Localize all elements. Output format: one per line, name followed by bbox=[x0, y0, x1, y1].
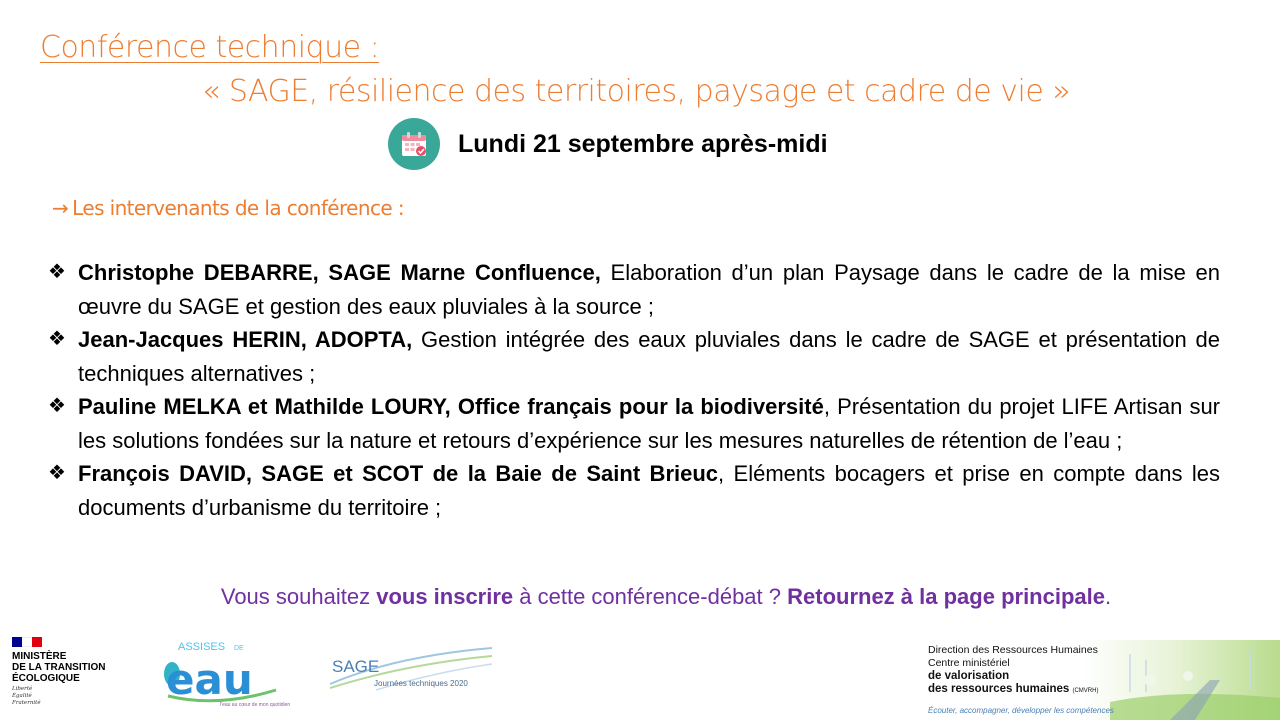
speaker-name: François DAVID, SAGE et SCOT de la Baie de Saint Brieuc bbox=[78, 461, 719, 486]
speaker-item bbox=[48, 323, 1220, 390]
sage-logo-subtitle: Journées techniques 2020 bbox=[374, 679, 468, 688]
assises-eau-logo bbox=[158, 636, 308, 712]
registration-text-before: Vous souhaitez bbox=[220, 584, 377, 609]
diamond-bullet-icon: ❖ bbox=[48, 328, 66, 350]
calendar-icon bbox=[388, 118, 440, 170]
sage-journees-logo bbox=[326, 646, 496, 696]
sage-logo-title: SAGE bbox=[332, 657, 380, 676]
drh-tagline: Écouter, accompagner, développer les compétences bbox=[928, 706, 1114, 715]
drh-cmvrh-logo bbox=[920, 640, 1280, 720]
diamond-bullet-icon: ❖ bbox=[48, 462, 66, 484]
speaker-topic: , Eléments bocagers et prise en compte dans les documents d’urbanisme du territoire ; bbox=[78, 461, 1220, 520]
speaker-topic: , Présentation du projet LIFE Artisan sur les solutions fondées sur la nature et retours d’expérience sur les mesures naturelles de rétention de l’eau ; bbox=[78, 394, 1221, 453]
speaker-item bbox=[48, 256, 1220, 323]
speaker-name: Christophe DEBARRE, SAGE Marne Confluence, bbox=[78, 260, 601, 285]
assises-tagline: l'eau au cœur de mon quotidien bbox=[220, 702, 291, 708]
speaker-topic: Gestion intégrée des eaux pluviales dans le cadre de SAGE et présentation de techniques alternatives ; bbox=[78, 327, 1220, 386]
speaker-topic: Elaboration d’un plan Paysage dans le cadre de la mise en œuvre du SAGE et gestion des eaux pluviales à la source ; bbox=[78, 260, 1220, 319]
assises-main-text: eau bbox=[166, 655, 253, 704]
assises-top-text: ASSISES bbox=[178, 641, 226, 653]
date-row bbox=[388, 118, 828, 170]
diamond-bullet-icon: ❖ bbox=[48, 395, 66, 417]
drh-line2: Centre ministériel bbox=[928, 657, 1010, 669]
assises-de-text: DE bbox=[234, 645, 244, 652]
speaker-item bbox=[48, 457, 1220, 524]
register-link[interactable]: vous inscrire bbox=[376, 584, 514, 609]
drh-line4: des ressources humaines bbox=[928, 683, 1070, 695]
conference-title: Conférence technique : bbox=[40, 30, 380, 65]
french-flag-icon bbox=[12, 637, 42, 647]
drh-line1: Direction des Ressources Humaines bbox=[928, 644, 1098, 656]
main-page-link[interactable]: Retournez à la page principale bbox=[787, 584, 1105, 609]
drh-text-block bbox=[928, 644, 1098, 698]
registration-line bbox=[0, 584, 1280, 610]
ministere-motto: Liberté Égalité Fraternité bbox=[12, 686, 41, 706]
registration-text-after: . bbox=[1105, 584, 1112, 609]
ministere-name: MINISTÈRE DE LA TRANSITION ÉCOLOGIQUE bbox=[12, 651, 106, 684]
drh-line4-suffix: (CMVRH) bbox=[1072, 688, 1099, 694]
drh-line3: de valorisation bbox=[928, 670, 1010, 682]
speaker-name: Jean-Jacques HERIN, ADOPTA, bbox=[78, 327, 413, 352]
arrow-right-icon: → bbox=[52, 196, 69, 220]
conference-date: Lundi 21 septembre après-midi bbox=[458, 129, 828, 158]
diamond-bullet-icon: ❖ bbox=[48, 261, 66, 283]
ministere-logo bbox=[12, 637, 132, 717]
speakers-heading bbox=[52, 196, 404, 220]
registration-text-middle: à cette conférence-débat ? bbox=[513, 584, 788, 609]
speaker-name: Pauline MELKA et Mathilde LOURY, Office français pour la biodiversité bbox=[78, 394, 824, 419]
speakers-heading-label: Les intervenants de la conférence : bbox=[72, 196, 404, 220]
speaker-item bbox=[48, 390, 1220, 457]
conference-subtitle: « SAGE, résilience des territoires, paysage et cadre de vie » bbox=[202, 74, 1071, 109]
speakers-list bbox=[48, 256, 1220, 524]
